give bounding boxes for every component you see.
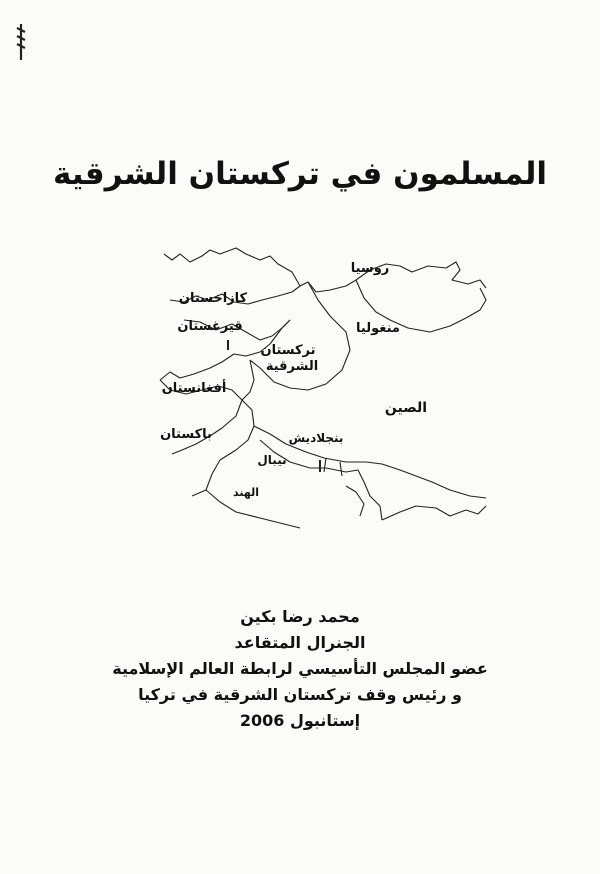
author-name: محمد رضا بكين — [240, 607, 360, 626]
india-east — [346, 486, 364, 516]
map-label-russia: روسيا — [350, 261, 390, 276]
document-title: المسلمون في تركستان الشرقية — [52, 156, 548, 192]
russia-border — [164, 248, 486, 292]
map-label-pakistan: باكستان — [160, 427, 212, 442]
author-rank: الجنرال المتقاعد — [234, 633, 366, 652]
author-role-1: عضو المجلس التأسيسي لرابطة العالم الإسلامية — [112, 659, 488, 678]
map-label-east-turkestan-1: تركستان — [260, 343, 316, 358]
map-label-kyrgyzstan: قيرغستان — [177, 319, 243, 334]
map-label-kazakhstan: كازاخستان — [178, 291, 248, 306]
author-place-year: إستانبول 2006 — [239, 711, 361, 730]
region-map — [150, 240, 490, 530]
map-svg — [150, 240, 490, 530]
author-block — [80, 604, 520, 734]
kashmir-border — [242, 360, 254, 400]
southeast-coast — [382, 506, 486, 520]
map-label-afghanistan: أفغانستان — [161, 381, 227, 396]
map-label-east-turkestan-2: الشرقية — [265, 359, 319, 374]
map-label-bangladesh: بنجلاديش — [288, 431, 344, 445]
map-label-china: الصين — [384, 400, 428, 416]
pakistan-border-east — [192, 400, 254, 496]
map-label-mongolia: منغوليا — [356, 321, 400, 336]
corner-stamp-mark — [14, 22, 28, 62]
map-label-nepal: نيبال — [257, 453, 287, 467]
map-label-india: الهند — [232, 486, 260, 499]
author-role-2: و رئيس وقف تركستان الشرقية في تركيا — [138, 685, 462, 704]
